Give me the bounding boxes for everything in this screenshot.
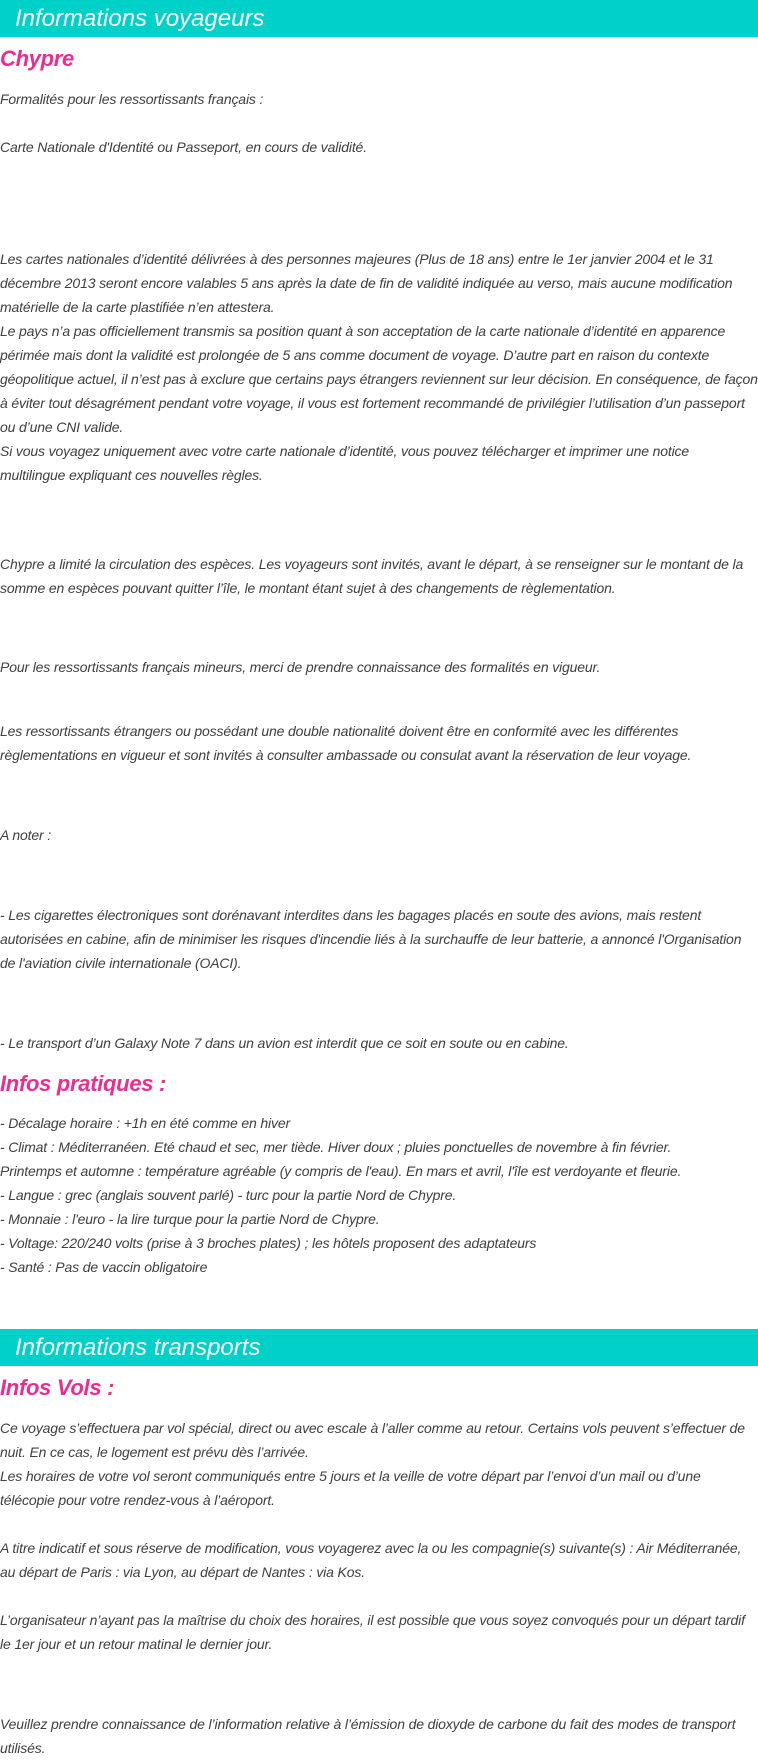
practical-health: - Santé : Pas de vaccin obligatoire (0, 1259, 208, 1275)
note-label: A noter : (0, 827, 52, 843)
id-card-extension-text: Les cartes nationales d’identité délivrées à des personnes majeures (Plus de 18 ans) entre le 1er janvier 2004 et le 31 décembre 2013 seront encore valables 5 ans après la date de fin de validité indiquée au verso, mais aucune modification matérielle de la carte plastifiée n’en attestera. (0, 251, 733, 315)
required-documents: Carte Nationale d'Identité ou Passeport, en cours de validité. (0, 139, 367, 155)
practical-voltage: - Voltage: 220/240 volts (prise à 3 broches plates) ; les hôtels proposent des adaptateurs (0, 1235, 537, 1251)
flights-timing-text: L’organisateur n’ayant pas la maîtrise du choix des horaires, il est possible que vous soyez convoqués pour un départ tardif le 1er jour et un retour matinal le dernier jour. (0, 1612, 745, 1652)
country-title: Chypre (0, 46, 74, 71)
id-card-acceptance-text: Le pays n’a pas officiellement transmis sa position quant à son acceptation de la carte nationale d’identité en apparence périmée mais dont la validité est prolongée de 5 ans comme document de voyage. D’autre part en raison du contexte géopolitique actuel, il n’est pas à exclure que certains pays étrangers reviennent sur leur décision. En conséquence, de façon à éviter tout désagrément pendant votre voyage, il vous est fortement recommandé de privilégier l’utilisation d’un passeport ou d’une CNI valide. (0, 323, 758, 435)
practical-info-list (0, 1111, 758, 1279)
flights-airlines-text: A titre indicatif et sous réserve de modification, vous voyagerez avec la ou les compagnie(s) suivante(s) : Air Méditerranée, au départ de Paris : via Lyon, au départ de Nantes : via Kos. (0, 1540, 742, 1580)
practical-info-title: Infos pratiques : (0, 1071, 167, 1096)
practical-seasons: Printemps et automne : température agréable (y compris de l'eau). En mars et avril, l'île est verdoyante et fleurie. (0, 1163, 682, 1179)
note-e-cigarettes: - Les cigarettes électroniques sont dorénavant interdites dans les bagages placés en soute des avions, mais restent autorisées en cabine, afin de minimiser les risques d'incendie liés à la surchauffe de leur batterie, a annoncé l'Organisation de l'aviation civile internationale (OACI). (0, 907, 742, 971)
flights-intro-block (0, 1416, 758, 1512)
practical-currency: - Monnaie : l'euro - la lire turque pour la partie Nord de Chypre. (0, 1211, 380, 1227)
id-card-validity-block (0, 247, 758, 487)
id-card-notice-text: Si vous voyagez uniquement avec votre carte nationale d’identité, vous pouvez télécharger et imprimer une notice multilingue expliquant ces nouvelles règles. (0, 443, 690, 483)
section-header-travellers: Informations voyageurs (0, 0, 758, 37)
flights-co2-text: Veuillez prendre connaissance de l’information relative à l’émission de dioxyde de carbone du fait des modes de transport utilisés. (0, 1716, 736, 1756)
section-header-transport: Informations transports (0, 1329, 758, 1366)
formalities-intro: Formalités pour les ressortissants français : (0, 91, 264, 107)
flights-info-title: Infos Vols : (0, 1375, 115, 1400)
practical-climate: - Climat : Méditerranéen. Eté chaud et sec, mer tiède. Hiver doux ; pluies ponctuelles de novembre à fin février. (0, 1139, 672, 1155)
flights-schedule-notice-text: Les horaires de votre vol seront communiqués entre 5 jours et la veille de votre départ par l’envoi d’un mail ou d’une télécopie pour votre rendez-vous à l’aéroport. (0, 1468, 701, 1508)
practical-timezone: - Décalage horaire : +1h en été comme en hiver (0, 1115, 290, 1131)
flights-type-text: Ce voyage s’effectuera par vol spécial, direct ou avec escale à l’aller comme au retour. Certains vols peuvent s’effectuer de nuit. En ce cas, le logement est prévu dès l’arrivée. (0, 1420, 745, 1460)
foreign-nationals-text: Les ressortissants étrangers ou possédant une double nationalité doivent être en conformité avec les différentes règlementations en vigueur et sont invités à consulter ambassade ou consulat avant la réservation de leur voyage. (0, 723, 692, 763)
note-galaxy-note7: - Le transport d’un Galaxy Note 7 dans un avion est interdit que ce soit en soute ou en cabine. (0, 1035, 569, 1051)
practical-language: - Langue : grec (anglais souvent parlé) - turc pour la partie Nord de Chypre. (0, 1187, 457, 1203)
minors-formalities-text: Pour les ressortissants français mineurs, merci de prendre connaissance des formalités en vigueur. (0, 659, 601, 675)
cash-regulation-text: Chypre a limité la circulation des espèces. Les voyageurs sont invités, avant le départ, à se renseigner sur le montant de la somme en espèces pouvant quitter l’île, le montant étant sujet à des changements de règlementation. (0, 556, 744, 596)
